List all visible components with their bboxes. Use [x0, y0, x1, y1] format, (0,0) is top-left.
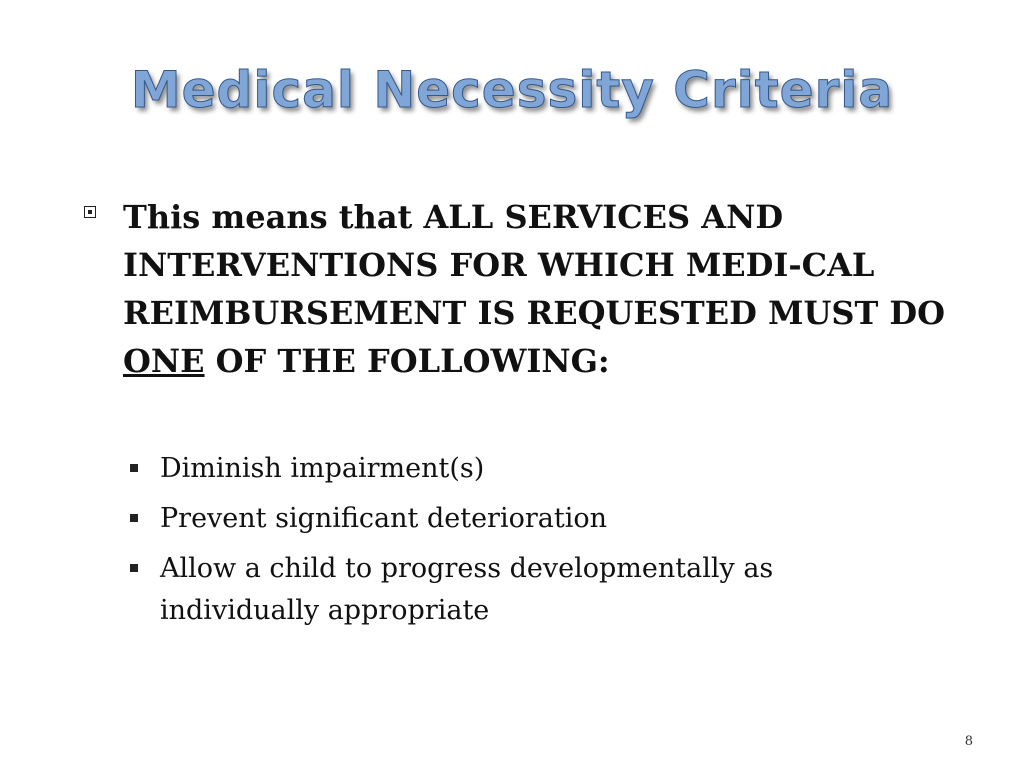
sub-bullet-text: Allow a child to progress developmentally as individually appropriate — [160, 553, 774, 626]
main-bullet-text-part2: OF THE FOLLOWING: — [204, 342, 610, 380]
sub-bullet-text: Diminish impairment(s) — [160, 453, 485, 484]
sub-bullet-text: Prevent significant deterioration — [160, 503, 607, 534]
filled-square-bullet-icon — [130, 564, 138, 572]
filled-square-bullet-icon — [130, 514, 138, 522]
square-dot-bullet-icon — [84, 206, 96, 218]
sub-bullet-list — [128, 448, 888, 640]
filled-square-bullet-icon — [130, 464, 138, 472]
main-bullet-text — [123, 193, 963, 385]
main-bullet-text-underlined: ONE — [123, 342, 205, 380]
sub-bullet-item — [128, 548, 888, 632]
page-number: 8 — [964, 734, 973, 749]
main-bullet-text-part1: This means that ALL SERVICES AND INTERVENTIONS FOR WHICH MEDI-CAL REIMBURSEMENT IS REQUESTED MUST DO — [123, 198, 946, 332]
slide-title: Medical Necessity Criteria — [130, 61, 894, 119]
sub-bullet-item — [128, 498, 888, 540]
sub-bullet-item — [128, 448, 888, 490]
